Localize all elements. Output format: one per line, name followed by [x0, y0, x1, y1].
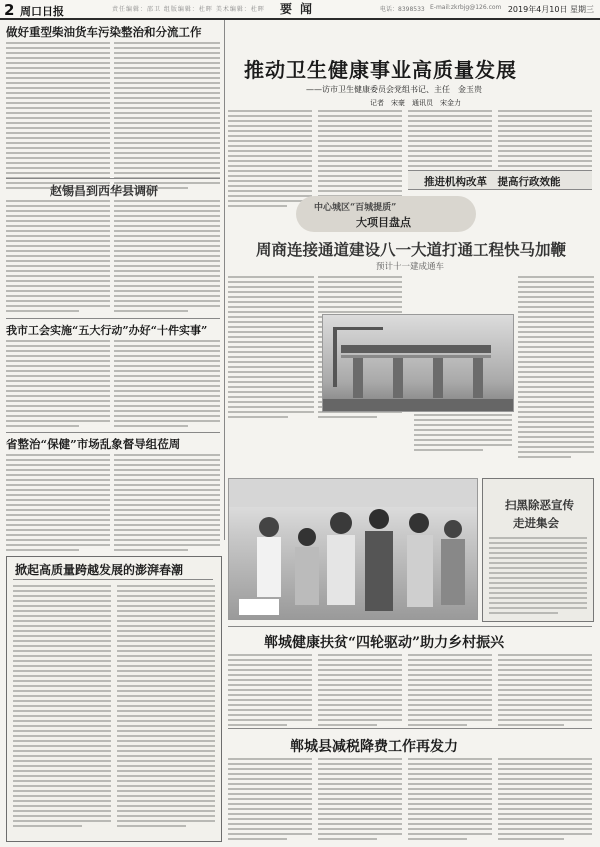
- story-1-col-a: [6, 42, 110, 192]
- bottom-1-col-c: [408, 654, 492, 729]
- bottom-1-col-b: [318, 654, 402, 729]
- construction-photo-art: [323, 315, 513, 411]
- page-header: [0, 0, 600, 20]
- column-divider: [224, 20, 225, 540]
- divider: [228, 728, 592, 729]
- section-title: 要闻: [279, 2, 320, 16]
- crowd-photo: [228, 478, 478, 620]
- project-col-c: [414, 414, 512, 454]
- crowd-photo-art: [229, 479, 477, 619]
- phone-info: 电话：8398533: [380, 6, 425, 13]
- newspaper-logo: 周口日报: [20, 5, 64, 18]
- commentary-headline: 掀起高质量跨越发展的澎湃春潮: [15, 563, 184, 577]
- left-headline-4: 省整治“保健”市场乱象督导组莅周: [6, 437, 181, 451]
- lead-col-a: [228, 110, 312, 210]
- left-headline-3: 我市工会实施“五大行动”办好“十件实事”: [6, 324, 208, 337]
- reform-banner: 推进机构改革 提高行政效能: [424, 176, 561, 188]
- anti-crime-title-1: 扫黑除恶宣传: [505, 498, 574, 512]
- project-badge: [296, 196, 476, 232]
- left-headline-1: 做好重型柴油货车污染整治和分流工作: [6, 25, 202, 39]
- commentary-box: [6, 556, 222, 842]
- divider: [228, 626, 592, 627]
- story-3-col-a: [6, 340, 110, 430]
- anti-crime-box: [482, 478, 594, 622]
- bottom-headline-2: 郸城县减税降费工作再发力: [290, 739, 458, 755]
- story-4-col-a: [6, 454, 110, 554]
- divider: [6, 432, 220, 433]
- bottom-2-col-c: [408, 758, 492, 843]
- bottom-1-col-a: [228, 654, 312, 729]
- commentary-col-a: [13, 585, 111, 830]
- project-col-a: [228, 276, 314, 421]
- lead-subtitle: ——访市卫生健康委员会党组书记、主任 金玉贵: [306, 85, 482, 94]
- construction-photo: [322, 314, 514, 412]
- lead-byline: 记者 宋豪 通讯员 宋金力: [370, 99, 461, 107]
- bottom-2-col-b: [318, 758, 402, 843]
- project-subtitle: 预计十一建成通车: [376, 262, 445, 272]
- bottom-2-col-d: [498, 758, 592, 843]
- lead-headline: 推动卫生健康事业高质量发展: [244, 58, 517, 82]
- issue-date: 2019年4月10日 星期三: [507, 5, 594, 14]
- project-headline: 周商连接通道建设八一大道打通工程快马加鞭: [256, 240, 567, 259]
- project-col-d: [518, 276, 594, 461]
- project-badge-line-2: 大项目盘点: [356, 216, 411, 229]
- email-info: E-mail:zkrbjg@126.com: [430, 4, 502, 11]
- story-1-col-b: [114, 42, 220, 192]
- project-badge-line-1: 中心城区“百城提质”: [314, 203, 397, 213]
- story-4-col-b: [114, 454, 220, 554]
- bottom-headline-1: 郸城健康扶贫“四轮驱动”助力乡村振兴: [264, 635, 505, 651]
- bottom-2-col-a: [228, 758, 312, 843]
- left-headline-2: 赵锡昌到西华县调研: [50, 184, 159, 198]
- lead-col-b: [318, 110, 402, 210]
- divider: [6, 178, 220, 179]
- bottom-1-col-d: [498, 654, 592, 729]
- editor-info: 责任编辑：邵卫 组版编辑：杜晖 美术编辑：杜晖: [112, 6, 265, 13]
- divider: [6, 318, 220, 319]
- commentary-rule: [13, 579, 213, 580]
- story-2-col-b: [114, 200, 220, 315]
- anti-crime-title-2: 走进集会: [513, 516, 559, 530]
- story-3-col-b: [114, 340, 220, 430]
- page-number: 2: [4, 1, 15, 19]
- reform-banner-box: [408, 170, 592, 190]
- story-2-col-a: [6, 200, 110, 315]
- anti-crime-text: [489, 537, 587, 617]
- commentary-col-b: [117, 585, 215, 830]
